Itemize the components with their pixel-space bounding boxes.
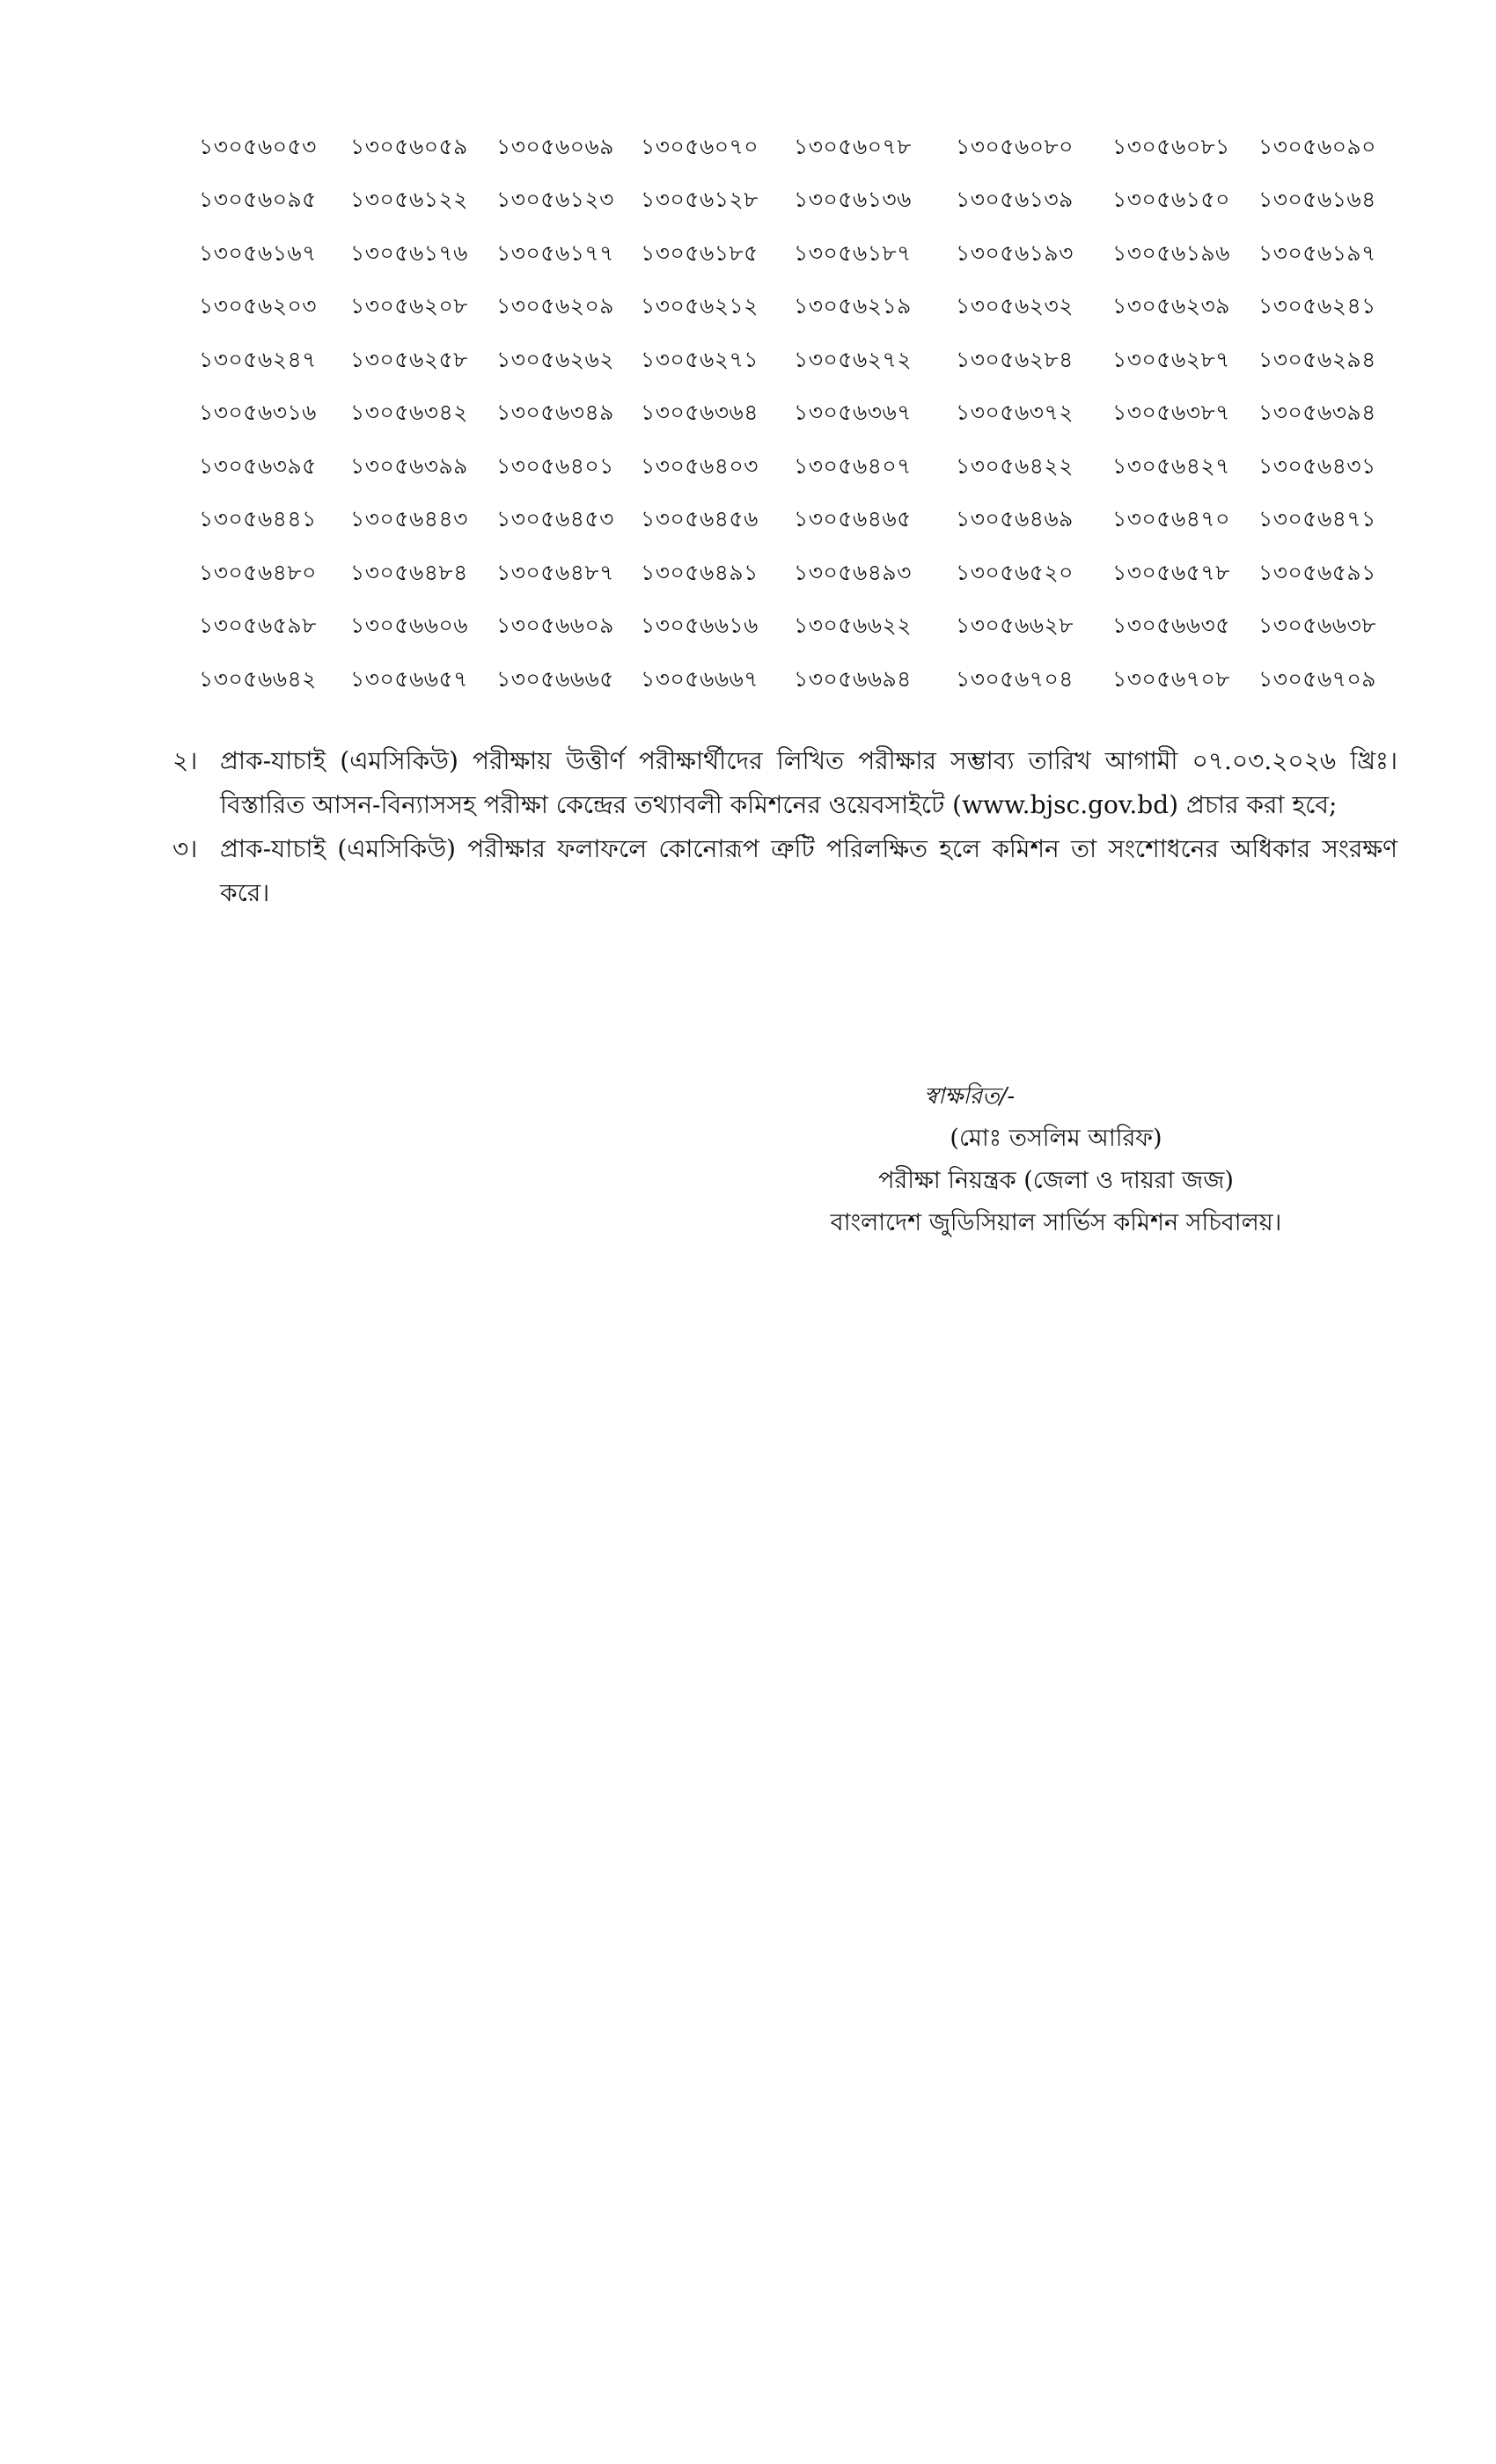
table-row <box>199 282 1396 335</box>
roll-number-cell: ১৩০৫৬৪৯১ <box>641 559 759 585</box>
roll-number-cell: ১৩০৫৬৪০১ <box>496 452 614 479</box>
roll-number-cell: ১৩০৫৬১৯৩ <box>956 239 1074 266</box>
table-row <box>199 228 1396 282</box>
roll-number-cell: ১৩০৫৬৪৫৩ <box>496 506 614 532</box>
roll-number-cell: ১৩০৫৬৪৮৭ <box>496 559 614 585</box>
roll-number-cell: ১৩০৫৬১৯৭ <box>1258 239 1376 266</box>
roll-number-cell: ১৩০৫৬৩৬৭ <box>794 400 912 426</box>
roll-number-cell: ১৩০৫৬৬৯৪ <box>794 665 912 692</box>
note-number: ২। <box>172 746 198 775</box>
roll-number-cell: ১৩০৫৬২৮৪ <box>956 346 1074 372</box>
roll-number-cell: ১৩০৫৬৪২৭ <box>1112 452 1230 479</box>
roll-number-cell: ১৩০৫৬০৮১ <box>1112 133 1230 159</box>
table-row <box>199 334 1396 388</box>
signatory-designation: পরীক্ষা নিয়ন্ত্রক (জেলা ও দায়রা জজ) <box>878 1167 1234 1194</box>
roll-number-cell: ১৩০৫৬০৫৩ <box>199 133 317 159</box>
roll-number-cell: ১৩০৫৬২৭১ <box>641 346 759 372</box>
roll-number-cell: ১৩০৫৬৪৬৫ <box>794 506 912 532</box>
roll-number-cell: ১৩০৫৬৪৩১ <box>1258 452 1376 479</box>
roll-number-cell: ১৩০৫৬২১৯ <box>794 293 912 319</box>
roll-number-cell: ১৩০৫৬৪৯৩ <box>794 559 912 585</box>
roll-number-table-body <box>199 121 1396 708</box>
roll-number-cell: ১৩০৫৬১৭৬ <box>350 239 468 266</box>
roll-number-cell: ১৩০৫৬১৬৭ <box>199 239 317 266</box>
roll-number-cell: ১৩০৫৬৬৩৫ <box>1112 612 1230 639</box>
table-row <box>199 388 1396 442</box>
table-row <box>199 654 1396 708</box>
table-row <box>199 175 1396 229</box>
roll-number-cell: ১৩০৫৬৩৯৪ <box>1258 400 1376 426</box>
roll-number-cell: ১৩০৫৬১৩৬ <box>794 187 912 213</box>
roll-number-cell: ১৩০৫৬৬৬৫ <box>496 665 614 692</box>
roll-number-cell: ১৩০৫৬৬০৬ <box>350 612 468 639</box>
roll-number-cell: ১৩০৫৬৬০৯ <box>496 612 614 639</box>
roll-number-cell: ১৩০৫৬৫৭৮ <box>1112 559 1230 585</box>
signatory-name: (মোঃ তসলিম আরিফ) <box>950 1125 1162 1152</box>
note-text: প্রাক-যাচাই (এমসিকিউ) পরীক্ষার ফলাফলে কোনোরূপ ত্রুটি পরিলক্ষিত হলে কমিশন তা সংশোধনের অধিকার সংরক্ষণ করে। <box>220 834 1397 907</box>
roll-number-cell: ১৩০৫৬৫৯৮ <box>199 612 317 639</box>
note-text: প্রাক-যাচাই (এমসিকিউ) পরীক্ষায় উত্তীর্ণ পরীক্ষার্থীদের লিখিত পরীক্ষার সম্ভাব্য তারিখ আগামী ০৭.০৩.২০২৬ খ্রিঃ। বিস্তারিত আসন-বিন্যাসসহ পরীক্ষা কেন্দ্রের তথ্যাবলী কমিশনের ওয়েবসাইটে (www.bjsc.gov.bd) প্রচার করা হবে; <box>220 746 1397 819</box>
roll-number-cell: ১৩০৫৬১৯৬ <box>1112 239 1230 266</box>
roll-number-cell: ১৩০৫৬৪৪১ <box>199 506 317 532</box>
roll-number-cell: ১৩০৫৬৪৪৩ <box>350 506 468 532</box>
signatory-office: বাংলাদেশ জুডিসিয়াল সার্ভিস কমিশন সচিবালয়। <box>830 1209 1282 1236</box>
signed-mark: স্বাক্ষরিত/- <box>924 1083 1016 1110</box>
roll-number-cell: ১৩০৫৬৭০৪ <box>956 665 1074 692</box>
roll-number-cell: ১৩০৫৬৬১৬ <box>641 612 759 639</box>
roll-number-cell: ১৩০৫৬১২৩ <box>496 187 614 213</box>
roll-number-cell: ১৩০৫৬১৭৭ <box>496 239 614 266</box>
roll-number-cell: ১৩০৫৬৩৪৯ <box>496 400 614 426</box>
roll-number-cell: ১৩০৫৬৪৭১ <box>1258 506 1376 532</box>
roll-number-cell: ১৩০৫৬৪৫৬ <box>641 506 759 532</box>
roll-number-cell: ১৩০৫৬৩৮৭ <box>1112 400 1230 426</box>
roll-number-cell: ১৩০৫৬৬৬৭ <box>641 665 759 692</box>
note-3 <box>172 827 1397 915</box>
roll-number-table <box>199 121 1396 708</box>
roll-number-cell: ১৩০৫৬৪৮০ <box>199 559 317 585</box>
roll-number-cell: ১৩০৫৬০৭০ <box>641 133 759 159</box>
roll-number-cell: ১৩০৫৬৪৮৪ <box>350 559 468 585</box>
roll-number-cell: ১৩০৫৬০৫৯ <box>350 133 468 159</box>
roll-number-cell: ১৩০৫৬২৬২ <box>496 346 614 372</box>
roll-number-cell: ১৩০৫৬৬৫৭ <box>350 665 468 692</box>
table-row <box>199 121 1396 175</box>
roll-number-cell: ১৩০৫৬১২২ <box>350 187 468 213</box>
roll-number-cell: ১৩০৫৬০৯০ <box>1258 133 1376 159</box>
roll-number-cell: ১৩০৫৬২৫৮ <box>350 346 468 372</box>
notes-section <box>172 739 1397 915</box>
roll-number-cell: ১৩০৫৬২৯৪ <box>1258 346 1376 372</box>
roll-number-cell: ১৩০৫৬২৪১ <box>1258 293 1376 319</box>
roll-number-cell: ১৩০৫৬৪৬৯ <box>956 506 1074 532</box>
roll-number-cell: ১৩০৫৬১৬৪ <box>1258 187 1376 213</box>
roll-number-cell: ১৩০৫৬২৮৭ <box>1112 346 1230 372</box>
table-row <box>199 441 1396 495</box>
roll-number-cell: ১৩০৫৬২৩২ <box>956 293 1074 319</box>
roll-number-cell: ১৩০৫৬৭০৮ <box>1112 665 1230 692</box>
roll-number-cell: ১৩০৫৬৩১৬ <box>199 400 317 426</box>
table-row <box>199 601 1396 655</box>
roll-number-cell: ১৩০৫৬৭০৯ <box>1258 665 1376 692</box>
roll-number-cell: ১৩০৫৬৪০৭ <box>794 452 912 479</box>
roll-number-cell: ১৩০৫৬১৩৯ <box>956 187 1074 213</box>
roll-number-cell: ১৩০৫৬২০৩ <box>199 293 317 319</box>
roll-number-cell: ১৩০৫৬৩৬৪ <box>641 400 759 426</box>
roll-number-cell: ১৩০৫৬১৮৭ <box>794 239 912 266</box>
roll-number-cell: ১৩০৫৬৫৯১ <box>1258 559 1376 585</box>
roll-number-cell: ১৩০৫৬৩৪২ <box>350 400 468 426</box>
roll-number-cell: ১৩০৫৬৬৪২ <box>199 665 317 692</box>
roll-number-cell: ১৩০৫৬২০৮ <box>350 293 468 319</box>
roll-number-cell: ১৩০৫৬২৭২ <box>794 346 912 372</box>
roll-number-cell: ১৩০৫৬২৩৯ <box>1112 293 1230 319</box>
note-number: ৩। <box>172 834 198 863</box>
roll-number-cell: ১৩০৫৬৪৭০ <box>1112 506 1230 532</box>
note-2 <box>172 739 1397 827</box>
roll-number-cell: ১৩০৫৬০৮০ <box>956 133 1074 159</box>
roll-number-cell: ১৩০৫৬২৪৭ <box>199 346 317 372</box>
roll-number-cell: ১৩০৫৬০৭৮ <box>794 133 912 159</box>
roll-number-cell: ১৩০৫৬৩৭২ <box>956 400 1074 426</box>
roll-number-cell: ১৩০৫৬৬২৮ <box>956 612 1074 639</box>
table-row <box>199 495 1396 548</box>
signature-block <box>792 1075 1320 1244</box>
roll-number-cell: ১৩০৫৬২০৯ <box>496 293 614 319</box>
roll-number-cell: ১৩০৫৬৪২২ <box>956 452 1074 479</box>
roll-number-cell: ১৩০৫৬৩৯৫ <box>199 452 317 479</box>
table-row <box>199 547 1396 601</box>
roll-number-cell: ১৩০৫৬২১২ <box>641 293 759 319</box>
roll-number-cell: ১৩০৫৬৬৩৮ <box>1258 612 1376 639</box>
roll-number-cell: ১৩০৫৬৪০৩ <box>641 452 759 479</box>
roll-number-cell: ১৩০৫৬১২৮ <box>641 187 759 213</box>
roll-number-cell: ১৩০৫৬৫২০ <box>956 559 1074 585</box>
roll-number-cell: ১৩০৫৬০৬৯ <box>496 133 614 159</box>
roll-number-cell: ১৩০৫৬৬২২ <box>794 612 912 639</box>
roll-number-cell: ১৩০৫৬০৯৫ <box>199 187 317 213</box>
roll-number-cell: ১৩০৫৬১৮৫ <box>641 239 759 266</box>
roll-number-cell: ১৩০৫৬৩৯৯ <box>350 452 468 479</box>
roll-number-cell: ১৩০৫৬১৫০ <box>1112 187 1230 213</box>
